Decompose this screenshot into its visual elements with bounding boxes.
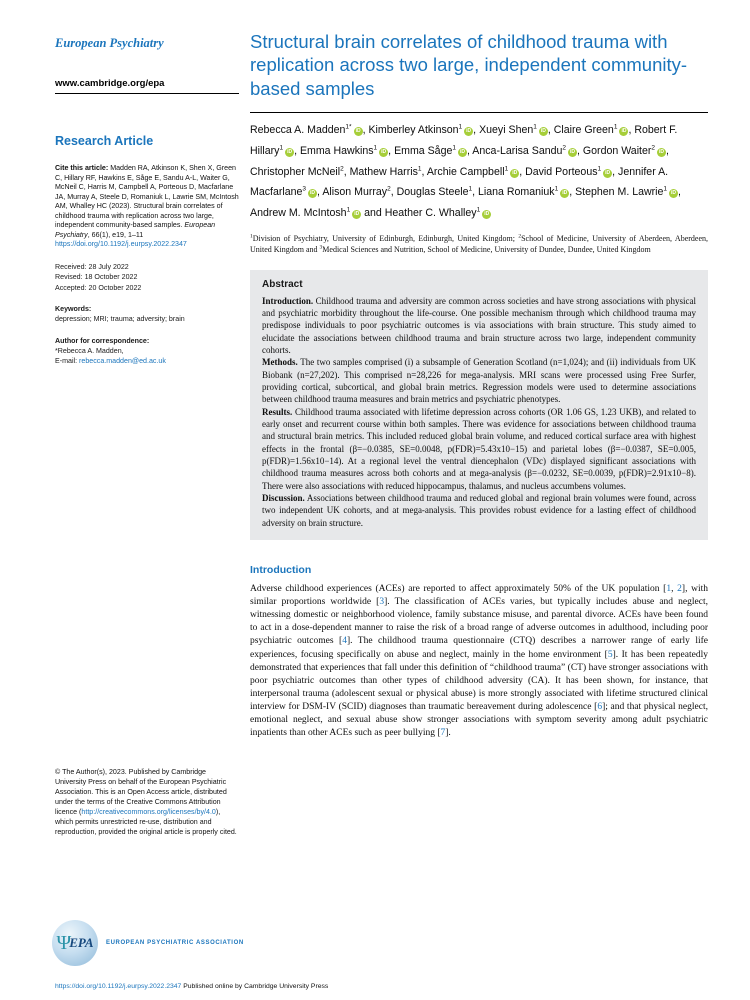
keywords-label: Keywords: [55, 305, 92, 314]
page-footer [55, 983, 328, 990]
orcid-icon[interactable]: iD [562, 190, 568, 197]
footer-text: Published online by Cambridge University Press [181, 983, 329, 990]
citation-link[interactable]: 4 [342, 636, 347, 647]
epa-logo [52, 920, 244, 966]
author-name: Alison Murray$^2$ [322, 185, 391, 199]
author-name: Kimberley Atkinson$^1$ [368, 123, 463, 137]
orcid-icon[interactable]: iD [659, 149, 665, 156]
citation-label: Cite this article: [55, 164, 109, 172]
abstract-paragraph: Results. Childhood trauma associated with lifetime depression across cohorts (OR 1.06 GS, 1.23 UKB), and related to early onset and recurrent course within both samples. There was evidence for associations between childhood trauma and structural brain metrics. This included reduced global brain volume, and reduced cortical surface area with highest effects in the frontal (β=−0.0385, SE=0.0048, p(FDR)=5.43x10−15) and parietal lobes (β=−0.0387, SE=0.005, p(FDR)=1.56x10−14). At a regional level the ventral diencephalon (VDc) displayed significant associations with childhood trauma measures across both cohorts and at mega-analysis (β=−0.0232, SE=0.0039, p(FDR)=2.91x10−8). There were also associations with reduced hippocampus, thalamus, and nucleus accumbens volumes. [262, 406, 696, 491]
orcid-icon[interactable]: iD [354, 211, 360, 218]
author-name: Heather C. Whalley$^1$ [384, 206, 481, 220]
citation-doi-link[interactable]: https://doi.org/10.1192/j.eurpsy.2022.2347 [55, 240, 187, 248]
email-link[interactable]: rebecca.madden@ed.ac.uk [79, 357, 166, 366]
correspondence-email-line [55, 357, 239, 367]
abstract-sections [262, 295, 696, 529]
author-name: Gordon Waiter$^2$ [582, 144, 656, 158]
intro-paragraph: Adverse childhood experiences (ACEs) are reported to affect approximately 50% of the UK population [1, 2], with similar proportions worldwide [3]. The classification of ACEs varies, but typically includes abuse and neglect, witnessing domestic or neighborhood violence, family substance misuse, and parental divorce. ACEs have been found to act in a dose-dependent manner to raise the risk of a broad range of adverse outcomes in adulthood, including poor psychiatric outcomes [4]. The childhood trauma questionnaire (CTQ) describes a narrower range of early life experiences, focusing specifically on abuse and neglect, mainly in the home environment [5]. It has been repeatedly demonstrated that experiences that fall under this definition of “childhood trauma” (CT) have stronger associations with poor psychiatric outcomes than other types of childhood adversity (CA). It has been shown, for instance, that interpersonal trauma (adolescent sexual or physical abuse) is more strongly associated with lifetime structured clinical interview for DSM-IV (SCID) diagnoses than traumatic bereavement during adolescence [6]; and that physical neglect, emotional neglect, and sexual abuse show stronger associations with symptom severity among adult psychiatric inpatients than other ACEs such as peer bullying [7]. [250, 584, 709, 739]
author-name: Robert F. Hillary$^1$ [250, 124, 678, 158]
orcid-icon[interactable]: iD [355, 128, 361, 135]
psi-glyph: Ψ [56, 931, 72, 954]
orcid-icon[interactable]: iD [381, 149, 387, 156]
correspondence-label: Author for correspondence: [55, 337, 150, 346]
sidebar-divider [55, 93, 239, 94]
orcid-icon[interactable]: iD [621, 128, 627, 135]
abstract-paragraph: Discussion. Associations between childhood trauma and reduced global and regional brain volumes were found, across two independent UK cohorts, and at mega-analysis. This provides robust evidence for a lasting effect of childhood adversity on brain structure. [262, 493, 696, 528]
author-name: Anca-Larisa Sandu$^2$ [472, 144, 567, 158]
citation-link[interactable]: 2 [677, 584, 682, 595]
author-name: Mathew Harris$^1$ [349, 165, 422, 178]
orcid-icon[interactable]: iD [287, 149, 293, 156]
orcid-icon[interactable]: iD [512, 169, 518, 176]
citation-link[interactable]: 7 [440, 728, 446, 739]
journal-name: European Psychiatry [55, 36, 164, 50]
article-main [250, 30, 708, 740]
orcid-icon[interactable]: iD [466, 128, 472, 135]
received-date: Received: 28 July 2022 [55, 262, 129, 271]
copyright-text-end: ), which permits unrestricted re-use, distribution and reproduction, provided the original article is properly cited. [55, 807, 237, 836]
article-type-label: Research Article [55, 134, 154, 148]
abstract-box [250, 270, 708, 540]
copyright-text-start: © The Author(s), 2023. Published by Cambridge University Press on behalf of the European Psychiatric Association. This is an Open Access article, distributed under the terms of the Creative Commons Attribution licence ( [55, 768, 227, 816]
epa-logo-caption: EUROPEAN PSYCHIATRIC ASSOCIATION [106, 940, 244, 946]
correspondence-name: *Rebecca A. Madden, [55, 347, 124, 356]
orcid-icon[interactable]: iD [459, 149, 465, 156]
journal-url: www.cambridge.org/epa [55, 78, 165, 89]
abstract-paragraph: Introduction. Childhood trauma and adversity are common across societies and have strong associations with physical and psychiatric morbidity throughout the life-course. One possible mechanism through which childhood trauma may predispose individuals to poor psychiatric outcomes is via associations with brain structure. This study aimed to elucidate the associations between childhood trauma and brain structure across two large, independent community cohorts. [262, 295, 696, 356]
title-divider [250, 112, 708, 113]
author-name: Rebecca A. Madden$^{1*}$ [250, 123, 352, 137]
author-name: Archie Campbell$^1$ [426, 165, 509, 178]
author-name: Stephen M. Lawrie$^1$ [575, 185, 668, 199]
author-list: Rebecca A. Madden$^{1*}$iD , Kimberley Atkinson$^1$iD , Xueyi Shen$^1$iD , Claire Green$^1$iD , Robert F. Hillary$^1$iD , Emma Hawkins$^1$iD , Emma Såge$^1$iD , Anca-Larisa Sandu$^2$iD , Gordon Waiter$^2$iD , Christopher McNeil$^2$, Mathew Harris$^1$, Archie Campbell$^1$iD , David Porteous$^1$iD , Jennifer A. Macfarlane$^3$iD , Alison Murray$^2$, Douglas Steele$^1$, Liana Romaniuk$^1$iD , Stephen M. Lawrie$^1$iD , Andrew M. McIntosh$^1$iD and Heather C. Whalley$^1$iD [250, 123, 681, 220]
epa-logo-text: EPA [69, 935, 94, 950]
orcid-icon[interactable]: iD [605, 169, 611, 176]
sidebar [55, 36, 239, 367]
citation-link[interactable]: 3 [379, 597, 385, 608]
copyright-notice [55, 768, 239, 837]
email-label: E-mail: [55, 357, 80, 366]
keywords-text: depression; MRI; trauma; adversity; brain [55, 315, 185, 324]
author-name: David Porteous$^1$ [525, 165, 602, 178]
orcid-icon[interactable]: iD [484, 211, 490, 218]
author-name: Christopher McNeil$^2$ [250, 165, 344, 178]
author-name: Xueyi Shen$^1$ [479, 123, 537, 137]
author-name: Claire Green$^1$ [553, 123, 618, 137]
citation-block [55, 164, 239, 240]
author-name: Liana Romaniuk$^1$ [478, 185, 559, 199]
orcid-icon[interactable]: iD [310, 190, 316, 197]
author-name: Douglas Steele$^1$ [396, 185, 473, 199]
keywords-block [55, 305, 239, 325]
author-name: Emma Såge$^1$ [394, 144, 456, 158]
author-name: Jennifer A. Macfarlane$^3$ [250, 165, 669, 199]
accepted-date: Accepted: 20 October 2022 [55, 283, 142, 292]
citation-link[interactable]: 5 [607, 649, 613, 660]
citation-link[interactable]: 6 [597, 702, 603, 713]
orcid-icon[interactable]: iD [540, 128, 546, 135]
revised-date: Revised: 18 October 2022 [55, 273, 138, 282]
author-name: Andrew M. McIntosh$^1$ [250, 206, 351, 220]
footer-doi-link[interactable]: https://doi.org/10.1192/j.eurpsy.2022.2347 [55, 983, 182, 990]
citation-pages: , 66(1), e19, 1–11 [87, 230, 144, 239]
citation-journal-name: European Psychiatry [55, 221, 216, 239]
citation-text: Madden RA, Atkinson K, Shen X, Green C, Hillary RF, Hawkins E, Såge E, Sandu A-L, Waiter G, McNeil C, Harris M, Campbell A, Porteous D, Macfarlane JA, Murray A, Steele D, Romaniuk L, Lawrie SM, McIntosh AM, Whalley HC (2023). Structural brain correlates of childhood trauma with replication across two large, independent community-based samples. [55, 164, 239, 229]
abstract-paragraph: Methods. The two samples comprised (i) a subsample of Generation Scotland (n=1,024); and (ii) individuals from UK Biobank (n=27,202). This comprised n=28,226 for mega-analysis. MRI scans were processed using Free Surfer, providing cortical, subcortical, and global brain metrics. Regression models were used to determine associations between childhood trauma measures and brain metrics and psychiatric phenotypes. [262, 357, 696, 405]
orcid-icon[interactable]: iD [671, 190, 677, 197]
epa-logo-icon [52, 920, 98, 966]
orcid-icon[interactable]: iD [570, 149, 576, 156]
intro-heading: Introduction [250, 564, 312, 577]
correspondence-block [55, 337, 239, 367]
affiliations: $^1$Division of Psychiatry, University of Edinburgh, Edinburgh, United Kingdom; $^2$School of Medicine, University of Aberdeen, Aberdeen, United Kingdom and $^3$Medical Sciences and Nutrition, School of Medicine, University of Dundee, Dundee, United Kingdom [250, 233, 709, 254]
author-name: Emma Hawkins$^1$ [299, 144, 378, 158]
abstract-heading: Abstract [262, 278, 303, 290]
article-dates [55, 262, 239, 294]
citation-link[interactable]: 1 [666, 584, 672, 595]
cc-license-link[interactable]: http://creativecommons.org/licenses/by/4.0 [81, 807, 216, 816]
article-title: Structural brain correlates of childhood trauma with replication across two large, independent community-based samples [250, 31, 688, 99]
